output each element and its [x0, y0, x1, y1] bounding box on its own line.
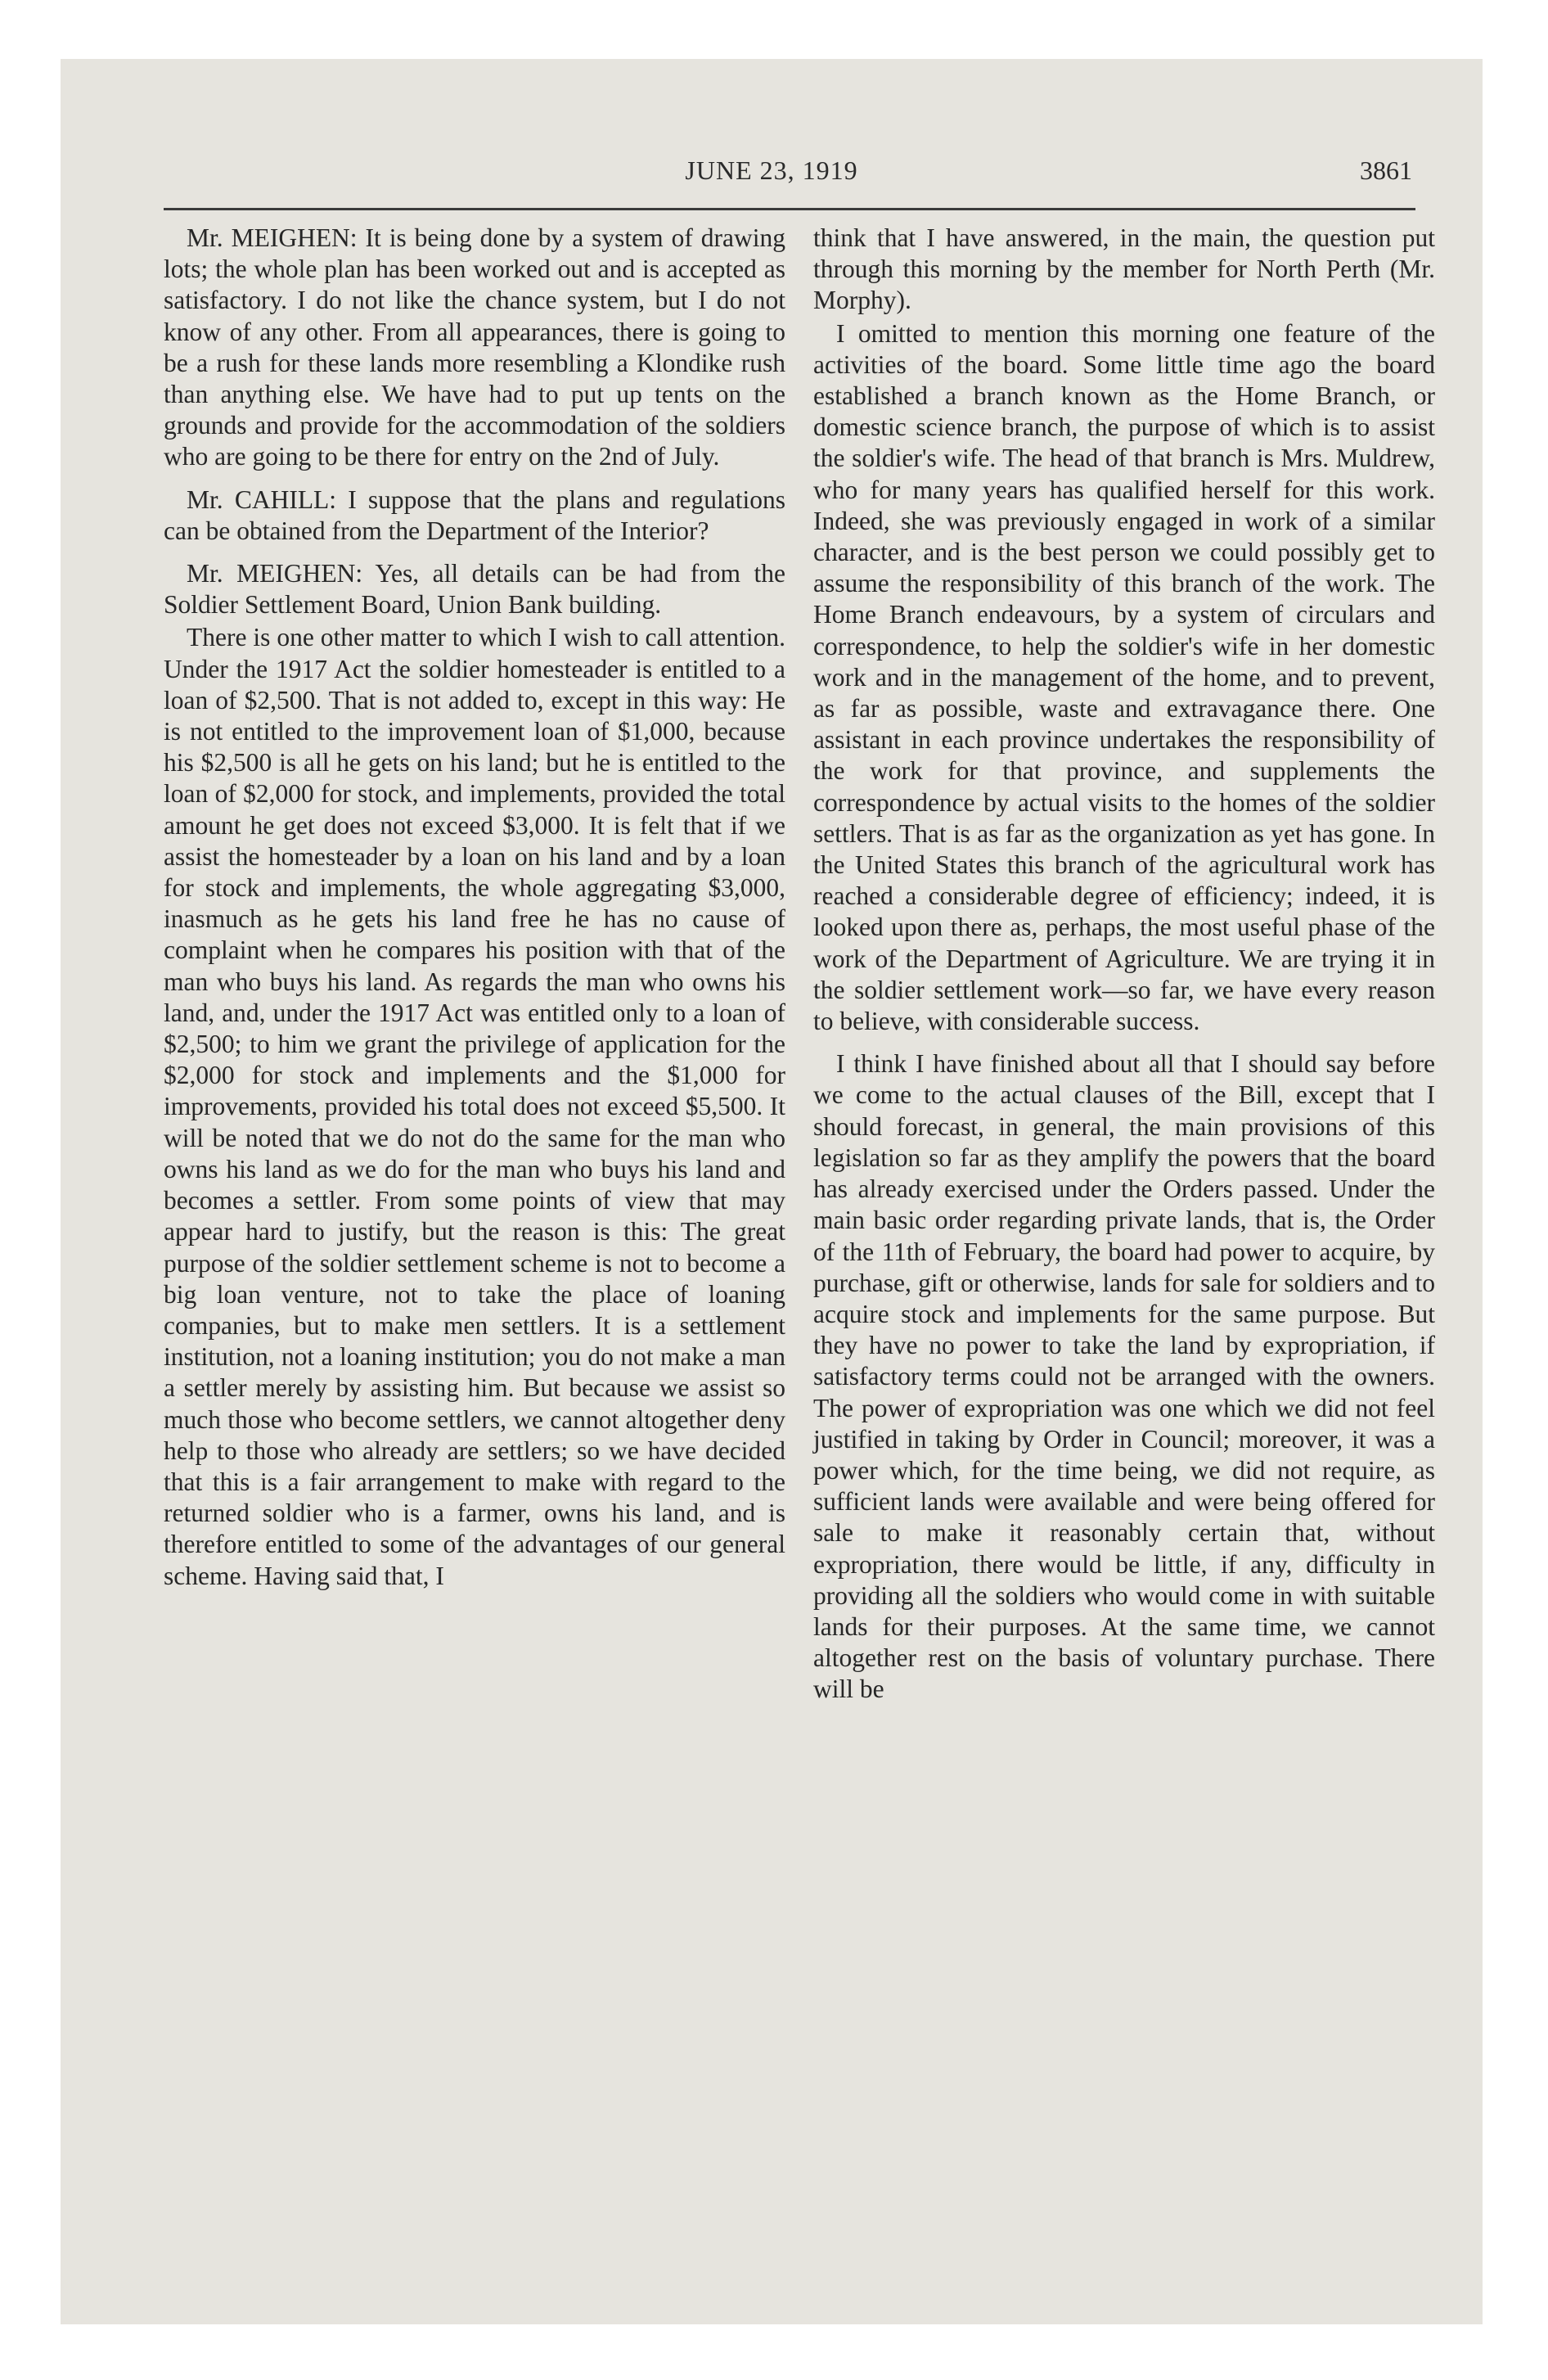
scanned-page — [61, 59, 1483, 2324]
header-rule — [164, 208, 1415, 210]
paragraph-meighen-3: There is one other matter to which I wish to call attention. Under the 1917 Act the soldier homesteader is entitled to a loan of $2,500. That is not added to, except in this way: He is not entitled to the improvement loan of $1,000, because his $2,500 is all he gets on his land; but he is entitled to the loan of $2,000 for stock, and implements, provided the total amount he get does not exceed $3,000. It is felt that if we assist the homesteader by a loan on his land and by a loan for stock and implements, the whole aggregating $3,000, inasmuch as he gets his land free he has no cause of complaint when he compares his position with that of the man who buys his land. As regards the man who owns his land, and, under the 1917 Act was entitled only to a loan of $2,500; to him we grant the privilege of application for the $2,000 for stock and implements and the $1,000 for improvements, provided his total does not exceed $5,500. It will be noted that we do not do the same for the man who owns his land as we do for the man who buys his land and becomes a settler. From some points of view that may appear hard to justify, but the reason is this: The great purpose of the soldier settlement scheme is not to become a big loan venture, not to take the place of loaning companies, but to make men settlers. It is a settlement institution, not a loaning institution; you do not make a man a settler merely by assisting him. But because we assist so much those who become settlers, we cannot altogether deny help to those who already are settlers; so we have decided that this is a fair arrangement to make with regard to the returned soldier who is a farmer, owns his land, and is therefore entitled to some of the advantages of our general scheme. Having said that, I — [164, 623, 785, 1590]
paragraph-bill-provisions: I think I have finished about all that I should say before we come to the actual clauses of the Bill, except that I should forecast, in general, the main provisions of this legislation so far as they amplify the powers that the board has already exercised under the Orders passed. Under the main basic order regarding private lands, that is, the Order of the 11th of February, the board had power to acquire, by purchase, gift or otherwise, lands for sale for soldiers and to acquire stock and implements for the same purpose. But they have no power to take the land by expropriation, if satisfactory terms could not be arranged with the owners. The power of expropriation was one which we did not feel justified in taking by Order in Council; moreover, it was a power which, for the time being, we did not require, as sufficient lands were available and were being offered for sale to make it reasonably certain that, without expropriation, there would be little, if any, difficulty in providing all the soldiers who would come in with suitable lands for their purposes. At the same time, we cannot altogether rest on the basis of voluntary purchase. There will be — [813, 1049, 1435, 1704]
paragraph-home-branch: I omitted to mention this morning one feature of the activities of the board. Some little time ago the board established a branch known as the Home Branch, or domestic science branch, the purpose of which is to assist the soldier's wife. The head of that branch is Mrs. Muldrew, who for many years has qualified herself for this work. Indeed, she was previously engaged in work of a similar character, and is the best person we could possibly get to assume the responsibility of this branch of the work. The Home Branch endeavours, by a system of circulars and correspondence, to help the soldier's wife in her domestic work and in the management of the home, and to prevent, as far as possible, waste and extravagance there. One assistant in each province undertakes the responsibility of the work for that province, and supplements the correspondence by actual visits to the homes of the soldier settlers. That is as far as the organization as yet has gone. In the United States this branch of the agricultural work has reached a considerable degree of efficiency; indeed, it is looked upon there as, perhaps, the most useful phase of the work of the Department of Agriculture. We are trying it in the soldier settlement work—so far, we have every reason to believe, with considerable success. — [813, 318, 1435, 1036]
paragraph-meighen-2: Mr. MEIGHEN: Yes, all details can be had from the Soldier Settlement Board, Union Bank building. — [164, 559, 785, 620]
header-date: JUNE 23, 1919 — [685, 156, 858, 185]
page-header — [61, 156, 1483, 196]
paragraph-continuation: think that I have answered, in the main, the question put through this morning by the member for North Perth (Mr. Morphy). — [813, 223, 1435, 315]
page-number: 3861 — [1360, 156, 1412, 185]
paragraph-meighen-1: Mr. MEIGHEN: It is being done by a system of drawing lots; the whole plan has been worked out and is accepted as satisfactory. I do not like the chance system, but I do not know of any other. From all appearances, there is going to be a rush for these lands more resembling a Klondike rush than anything else. We have had to put up tents on the grounds and provide for the accommodation of the soldiers who are going to be there for entry on the 2nd of July. — [164, 223, 785, 471]
paragraph-cahill: Mr. CAHILL: I suppose that the plans and regulations can be obtained from the Department of the Interior? — [164, 485, 785, 545]
right-column — [813, 223, 1435, 1717]
left-column — [164, 223, 785, 1603]
